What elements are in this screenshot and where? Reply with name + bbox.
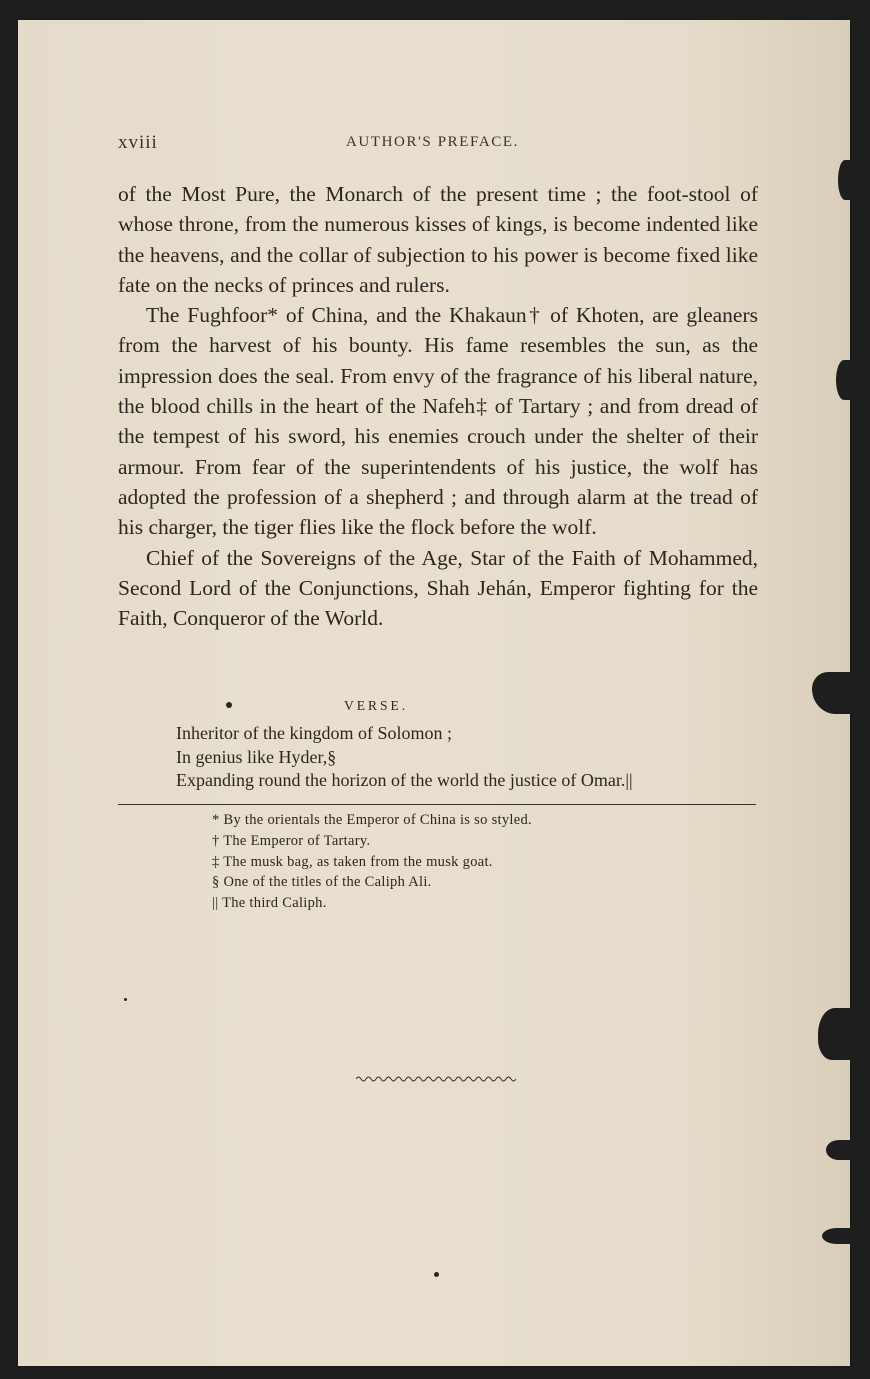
footnote: † The Emperor of Tartary.: [212, 832, 371, 849]
verse-line: Expanding round the horizon of the world the justice of Omar.||: [176, 770, 633, 790]
footnotes: [212, 810, 732, 914]
footnote: ‡ The musk bag, as taken from the musk goat.: [212, 853, 493, 870]
ink-speck: [124, 998, 127, 1001]
torn-edge: [836, 360, 852, 400]
ink-speck: [434, 1272, 439, 1277]
page-header: [118, 132, 758, 156]
ink-speck: [226, 702, 232, 708]
paragraph: The Fughfoor* of China, and the Khakaun† of Khoten, are gleaners from the harvest of his bounty. His fame resembles the sun, as the impression does the seal. From envy of the fragrance of his liberal nature, the blood chills in the heart of the Nafeh‡ of Tartary ; and from dread of the tempest of his sword, his enemies crouch under the shelter of their armour. From fear of the superintendents of his justice, the wolf has adopted the profession of a shepherd ; and through alarm at the tread of his charger, the tiger flies like the flock before the wolf.: [118, 303, 758, 540]
torn-edge: [822, 1228, 852, 1244]
verse-line: In genius like Hyder,§: [176, 746, 337, 767]
footnote: § One of the titles of the Caliph Ali.: [212, 874, 432, 891]
torn-edge: [818, 1008, 852, 1060]
paragraph: of the Most Pure, the Monarch of the present time ; the foot-stool of whose throne, from the numerous kisses of kings, is become indented like the heavens, and the collar of subjection to his power is become fixed like fate on the necks of princes and rulers.: [118, 182, 758, 297]
paragraph: Chief of the Sovereigns of the Age, Star of the Faith of Mohammed, Second Lord of the Conjunctions, Shah Jehán, Emperor fighting for the Faith, Conqueror of the World.: [118, 545, 758, 631]
footnote: || The third Caliph.: [212, 895, 327, 912]
ornamental-wavy-rule: [356, 1074, 518, 1084]
torn-edge: [838, 160, 852, 200]
verse-block: [176, 722, 766, 793]
running-head: AUTHOR'S PREFACE.: [346, 134, 519, 150]
footnote-rule: [118, 804, 756, 805]
body-text: [118, 179, 758, 633]
page-number: xviii: [118, 132, 158, 153]
verse-line: Inheritor of the kingdom of Solomon ;: [176, 723, 452, 743]
footnote: * By the orientals the Emperor of China is so styled.: [212, 812, 532, 828]
verse-heading: VERSE.: [344, 698, 409, 713]
torn-edge: [826, 1140, 852, 1160]
